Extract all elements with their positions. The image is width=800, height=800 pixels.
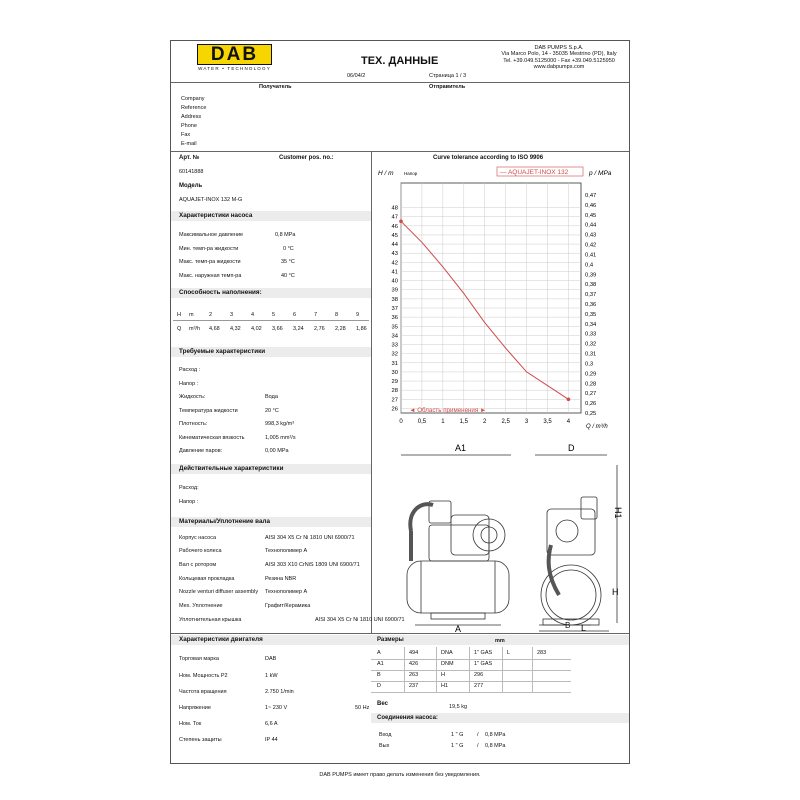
q-unit: m³/h xyxy=(189,326,200,332)
dim-cell: 237 xyxy=(409,683,419,689)
chart-grid xyxy=(401,183,581,413)
x-tick-label: 0 xyxy=(399,419,403,425)
y2-tick-label: 0,29 xyxy=(585,371,597,378)
required-label: Расход : xyxy=(179,367,201,373)
required-value: 1,005 mm²/s xyxy=(265,435,296,441)
datasheet xyxy=(170,40,630,764)
motor-housing xyxy=(451,515,489,555)
h-value: 6 xyxy=(293,312,297,318)
required-value: Вода xyxy=(265,394,278,400)
pressure-tank xyxy=(407,561,509,613)
divider xyxy=(469,647,470,693)
material-label: Уплотнительная крышка xyxy=(179,617,242,623)
dim-label-h1: H1 xyxy=(613,507,623,519)
dim-cell: A1 xyxy=(377,661,384,667)
filling-heading: Способность наполнения: xyxy=(171,288,371,298)
motor-label: Напряжение xyxy=(179,705,211,711)
dim-cell: L xyxy=(507,650,511,656)
divider xyxy=(371,681,571,682)
dim-label-a: A xyxy=(455,624,462,633)
required-value: 998,3 kg/m³ xyxy=(265,421,295,427)
q-value: 1,86 xyxy=(356,326,367,332)
y2-tick-label: 0,46 xyxy=(585,202,597,209)
y-tick-label: 32 xyxy=(391,351,398,358)
motor-value: DAB xyxy=(265,656,277,662)
y2-tick-label: 0,47 xyxy=(585,193,597,199)
weight-value: 19,5 kg xyxy=(449,704,468,710)
spec-value: 0,8 MPa xyxy=(275,232,296,238)
chart-title: Curve tolerance according to ISO 9906 xyxy=(433,155,544,161)
y-tick-label: 38 xyxy=(391,296,398,303)
divider xyxy=(532,647,533,693)
connection-size: 1 " G xyxy=(451,743,464,749)
dim-label-d: D xyxy=(568,443,575,453)
h-value: 4 xyxy=(251,312,255,318)
connection-pressure: 0,8 MPa xyxy=(485,743,506,749)
y-axis-label: H / m xyxy=(378,170,394,177)
dab-logo xyxy=(197,44,272,72)
connections-heading: Соединения насоса: xyxy=(377,715,438,721)
dim-label-b-text: B xyxy=(565,621,571,630)
y2-tick-label: 0,27 xyxy=(585,391,597,398)
material-value: Графит/Керамика xyxy=(265,603,311,609)
divider xyxy=(404,647,405,693)
y-tick-label: 44 xyxy=(391,242,398,249)
curve-endpoint xyxy=(399,219,403,223)
required-label: Напор : xyxy=(179,381,199,387)
y-tick-label: 29 xyxy=(391,379,398,386)
material-label: Корпус насоса xyxy=(179,535,217,541)
dim-cell: 277 xyxy=(474,683,484,689)
h-value: 3 xyxy=(230,312,234,318)
y-tick-label: 43 xyxy=(391,251,398,258)
x-tick-label: 1,5 xyxy=(459,419,468,425)
h-value: 2 xyxy=(209,312,213,318)
motor-label: Степень защиты xyxy=(179,737,222,743)
q-label: Q xyxy=(177,326,182,332)
material-value: AISI 303 X10 CrNiS 1809 UNI 6900/71 xyxy=(265,562,360,568)
y-tick-label: 31 xyxy=(391,360,398,367)
dim-cell: H xyxy=(441,672,445,678)
dim-cell: D xyxy=(377,683,381,689)
y-tick-label: 48 xyxy=(391,205,398,212)
y2-tick-label: 0,41 xyxy=(585,252,597,259)
y-tick-label: 33 xyxy=(391,342,398,349)
motor-label: Ном. Мощность P2 xyxy=(179,673,228,679)
footer-note: DAB PUMPS имеет право делать изменения без уведомления. xyxy=(319,772,481,778)
required-label: Давление паров: xyxy=(179,448,223,454)
dim-cell: 283 xyxy=(537,650,547,656)
model-name: AQUAJET-INOX 132 M-G xyxy=(179,197,243,203)
y-tick-label: 45 xyxy=(391,232,398,239)
article-label: Арт. № xyxy=(179,155,200,161)
dim-cell: DNA xyxy=(441,650,453,656)
required-label: Плотность: xyxy=(179,421,208,427)
h-label: H xyxy=(177,312,181,318)
y-tick-label: 47 xyxy=(391,214,398,221)
filling-h-row xyxy=(177,312,377,318)
divider xyxy=(502,647,503,693)
logo-mark: DAB xyxy=(197,44,272,65)
company-address xyxy=(489,45,629,70)
connection-label: Вых xyxy=(379,743,390,749)
dim-cell: A xyxy=(377,650,381,656)
material-label: Мех. Уплотнение xyxy=(179,603,223,609)
spec-label: Макс. темп-ра жидкости xyxy=(179,259,241,265)
y-tick-label: 37 xyxy=(391,306,398,312)
x-axis-label: Q / m³/h xyxy=(586,424,608,430)
y2-tick-label: 0,25 xyxy=(585,411,597,417)
material-label: Рабочего колеса xyxy=(179,548,222,554)
divider xyxy=(173,320,369,321)
y-tick-label: 40 xyxy=(391,278,398,285)
model-label: Модель xyxy=(179,183,203,189)
h-unit: m xyxy=(189,312,194,318)
dim-label-a1: A1 xyxy=(455,443,467,453)
company-line: Via Marco Polo, 14 - 35035 Mestrino (PD), Italy xyxy=(501,51,617,58)
divider xyxy=(171,82,629,83)
q-value: 4,32 xyxy=(230,326,241,332)
dimensions-heading: Размеры xyxy=(377,637,404,643)
material-value: Технополимер A xyxy=(265,589,308,595)
motor-value: 6,6 A xyxy=(265,721,278,727)
recipient-fields xyxy=(181,96,206,150)
pump-body xyxy=(429,525,489,561)
motor-frequency: 50 Hz xyxy=(355,705,370,711)
dim-cell: B xyxy=(377,672,381,678)
motor-value: 2.750 1/min xyxy=(265,689,294,695)
connection-label: Вход xyxy=(379,732,392,738)
material-value: AISI 304 X5 Cr Ni 1810 UNI 6900/71 xyxy=(315,617,405,623)
y2-tick-label: 0,36 xyxy=(585,302,597,308)
fax-field-label: Fax xyxy=(181,132,191,138)
y-tick-label: 28 xyxy=(391,388,398,395)
address-field-label: Address xyxy=(181,114,202,120)
q-value: 4,68 xyxy=(209,326,220,332)
q-value: 3,24 xyxy=(293,326,304,332)
y2-tick-label: 0,43 xyxy=(585,232,597,239)
spec-value: 35 °C xyxy=(281,259,295,265)
dim-cell: 494 xyxy=(409,650,419,656)
y2-tick-label: 0,28 xyxy=(585,381,597,388)
divider xyxy=(171,633,629,634)
h-value: 8 xyxy=(335,312,339,318)
dim-cell: 1" GAS xyxy=(474,661,493,667)
material-value: Технополимер A xyxy=(265,548,308,554)
actual-label: Расход: xyxy=(179,485,199,491)
connection-pressure: 0,8 MPa xyxy=(485,732,506,738)
pump-specs-heading: Характеристики насоса xyxy=(171,211,371,221)
y2-tick-label: 0,3 xyxy=(585,361,594,368)
q-value: 4,02 xyxy=(251,326,262,332)
dim-cell: 263 xyxy=(409,672,419,678)
motor-label: Частота вращения xyxy=(179,689,227,695)
material-label: Вал с ротором xyxy=(179,562,217,568)
phone-field-label: Phone xyxy=(181,123,197,129)
legend-entry: — AQUAJET-INOX 132 xyxy=(500,169,569,176)
company-line: DAB PUMPS S.p.A. xyxy=(534,45,584,51)
y-tick-label: 30 xyxy=(391,369,398,376)
email-field-label: E-mail xyxy=(181,141,197,147)
spec-value: 0 °C xyxy=(283,246,294,252)
motor-label: Ном. Ток xyxy=(179,721,202,727)
h-value: 7 xyxy=(314,312,318,318)
y2-tick-label: 0,31 xyxy=(585,351,597,358)
material-value: Резина NBR xyxy=(265,576,297,582)
q-value: 2,76 xyxy=(314,326,325,332)
y-tick-label: 35 xyxy=(391,324,398,331)
application-range-label: ◄ Область применения ► xyxy=(409,407,487,414)
connection-size: 1 " G xyxy=(451,732,464,738)
dim-cell: H1 xyxy=(441,683,449,689)
spec-label: Максимальное давление xyxy=(179,232,244,238)
y-tick-label: 26 xyxy=(391,406,398,413)
doc-date: 06/04/2 xyxy=(347,73,366,79)
y2-axis-label: p / MPa xyxy=(589,170,612,177)
dim-cell: 296 xyxy=(474,672,484,678)
y2-tick-label: 0,33 xyxy=(585,331,597,338)
y2-tick-label: 0,44 xyxy=(585,222,597,229)
y-tick-label: 27 xyxy=(391,397,398,404)
motor-heading: Характеристики двигателя xyxy=(171,635,371,645)
y2-tick-label: 0,37 xyxy=(585,292,597,299)
required-heading: Требуемые характеристики xyxy=(171,347,371,357)
connection-sep: / xyxy=(477,743,479,749)
customer-pos-label: Customer pos. no.: xyxy=(279,155,334,161)
q-value: 2,28 xyxy=(335,326,346,332)
company-field-label: Company xyxy=(181,96,205,102)
y-tick-label: 46 xyxy=(391,223,398,230)
motor-value: IP 44 xyxy=(265,737,278,743)
divider xyxy=(436,647,437,693)
curve-endpoint xyxy=(567,398,571,402)
reference-field-label: Reference xyxy=(181,105,207,111)
x-tick-label: 4 xyxy=(566,419,571,425)
motor-value: 1~ 230 V xyxy=(265,705,288,711)
corner-label: Напор xyxy=(404,171,418,176)
y2-tick-label: 0,35 xyxy=(585,311,597,318)
actual-heading: Действительные характеристики xyxy=(171,464,371,474)
y2-tick-label: 0,45 xyxy=(585,212,597,219)
q-value: 3,66 xyxy=(272,326,283,332)
y2-tick-label: 0,39 xyxy=(585,272,597,279)
recipient-heading: Получатель xyxy=(259,84,292,90)
flex-hose xyxy=(410,504,433,531)
page-number: Страница 1 / 3 xyxy=(429,73,467,79)
h-value: 5 xyxy=(272,312,276,318)
x-tick-label: 1 xyxy=(441,419,445,425)
required-label: Кинематическая вязкость xyxy=(179,435,245,441)
dimensions-unit: mm xyxy=(495,638,505,644)
dim-label-l: L xyxy=(581,623,587,633)
x-tick-label: 0,5 xyxy=(417,419,427,425)
connection-sep: / xyxy=(477,732,479,738)
motor-label: Торговая марка xyxy=(179,656,219,662)
material-label: Nozzle venturi diffuser assembly xyxy=(179,589,259,595)
pump-side xyxy=(547,509,595,555)
divider xyxy=(371,659,571,660)
y2-tick-label: 0,4 xyxy=(585,262,594,269)
y-tick-label: 41 xyxy=(391,269,398,276)
y-tick-label: 39 xyxy=(391,287,398,294)
performance-chart xyxy=(371,163,629,435)
motor-value: 1 kW xyxy=(265,673,278,679)
required-label: Температура жидкости xyxy=(179,408,238,414)
dim-cell: 426 xyxy=(409,661,419,667)
material-value: AISI 304 X5 Cr Ni 1810 UNI 6900/71 xyxy=(265,535,355,541)
article-number: 60141888 xyxy=(179,169,204,175)
spec-value: 40 °C xyxy=(281,273,295,279)
weight-label: Вес xyxy=(377,701,388,707)
y2-tick-label: 0,32 xyxy=(585,341,597,348)
x-tick-label: 3,5 xyxy=(543,419,552,425)
required-value: 0,00 MPa xyxy=(265,448,289,454)
filling-q-row xyxy=(177,326,377,332)
divider xyxy=(371,692,571,693)
material-label: Кольцевая прокладка xyxy=(179,576,235,582)
logo-tagline: WATER • TECHNOLOGY xyxy=(198,66,271,71)
dim-cell: DNM xyxy=(441,661,454,667)
y-tick-label: 42 xyxy=(391,260,398,267)
dim-cell: 1" GAS xyxy=(474,650,493,656)
x-tick-label: 2 xyxy=(483,419,487,425)
materials-heading: Материалы/Уплотнение вала xyxy=(171,517,371,527)
required-label: Жидкость: xyxy=(179,394,206,400)
dim-label-h: H xyxy=(612,587,619,597)
divider xyxy=(371,670,571,671)
y-tick-label: 36 xyxy=(391,315,398,322)
plot-frame xyxy=(401,183,581,413)
spec-label: Мин. темп-ра жидкости xyxy=(179,246,239,252)
y2-tick-label: 0,26 xyxy=(585,401,597,408)
y2-tick-label: 0,42 xyxy=(585,242,597,249)
y-tick-label: 34 xyxy=(391,333,398,340)
company-line: www.dabpumps.com xyxy=(533,63,585,70)
company-line: Tel. +39.049.5125000 - Fax +39.049.5125950 xyxy=(503,57,615,64)
h-value: 9 xyxy=(356,312,360,318)
pump-drawing xyxy=(371,435,629,633)
y2-tick-label: 0,38 xyxy=(585,282,597,289)
actual-label: Напор : xyxy=(179,499,199,505)
required-value: 20 °C xyxy=(265,408,279,414)
sender-heading: Отправитель xyxy=(429,84,466,90)
spec-label: Макс. наружная темп-ра xyxy=(179,273,242,279)
x-tick-label: 3 xyxy=(524,419,529,425)
y2-tick-label: 0,34 xyxy=(585,321,597,328)
divider xyxy=(171,151,629,152)
page-title: ТЕХ. ДАННЫЕ xyxy=(361,55,439,67)
x-tick-label: 2,5 xyxy=(501,419,510,425)
